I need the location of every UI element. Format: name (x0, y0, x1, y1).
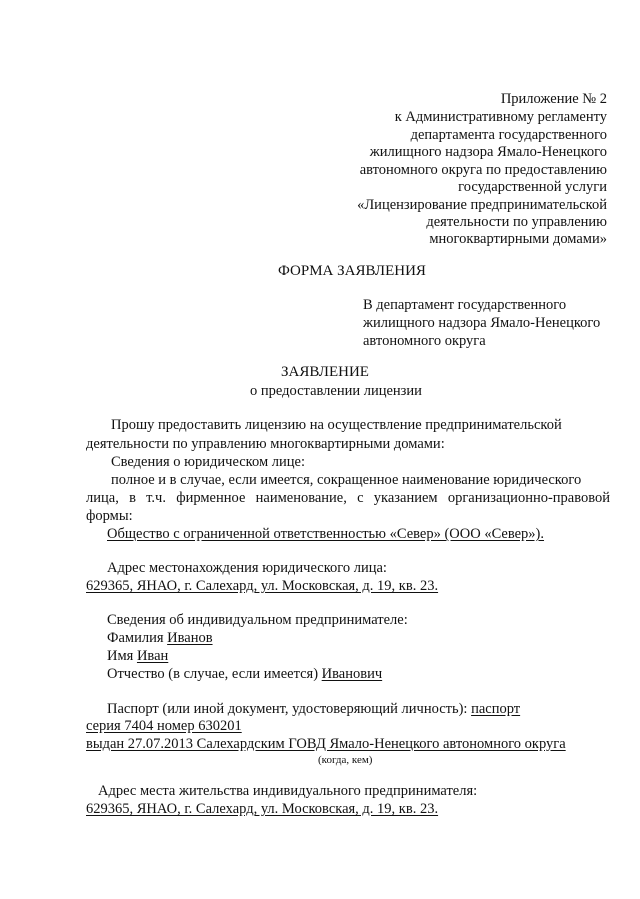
appendix-line-1: Приложение № 2 (500, 91, 607, 107)
passport-row (107, 702, 520, 717)
passport-type-value: паспорт (471, 701, 521, 717)
surname-row (107, 631, 213, 646)
request-line-1: Прошу предоставить лицензию на осуществление предпринимательской (111, 417, 562, 433)
request-line-2: деятельности по управлению многоквартирными домами: (86, 436, 445, 452)
legal-name-prompt-line-1: полное и в случае, если имеется, сокращенное наименование юридического (111, 472, 582, 488)
appendix-line-5: автономного округа по предоставлению (359, 162, 607, 178)
legal-address-value: 629365, ЯНАО, г. Салехард, ул. Московская, д. 19, кв. 23. (86, 578, 439, 594)
appendix-line-3: департамента государственного (410, 127, 607, 143)
patronymic-value: Иванович (321, 666, 383, 682)
form-title: ФОРМА ЗАЯВЛЕНИЯ (278, 263, 426, 279)
residence-label: Адрес места жительства индивидуального предпринимателя: (98, 783, 478, 799)
appendix-line-7: «Лицензирование предпринимательской (357, 197, 607, 213)
name-label: Имя (107, 648, 134, 664)
addressee-line-2: жилищного надзора Ямало-Ненецкого (363, 315, 601, 331)
appendix-line-6: государственной услуги (458, 179, 607, 195)
patronymic-row (107, 667, 382, 682)
name-value: Иван (136, 648, 169, 664)
entrepreneur-heading: Сведения об индивидуальном предпринимателе: (107, 612, 408, 628)
appendix-line-4: жилищного надзора Ямало-Ненецкого (369, 144, 607, 160)
legal-name-value: Общество с ограниченной ответственностью «Север» (ООО «Север»). (107, 526, 545, 542)
appendix-line-9: многоквартирными домами» (429, 231, 607, 247)
residence-value: 629365, ЯНАО, г. Салехард, ул. Московская, д. 19, кв. 23. (86, 801, 439, 817)
passport-number-value: серия 7404 номер 630201 (86, 718, 242, 734)
legal-address-label: Адрес местонахождения юридического лица: (107, 560, 387, 576)
surname-value: Иванов (167, 630, 213, 646)
legal-name-prompt-line-2: лица, в т.ч. фирменное наименование, с указанием организационно-правовой (86, 490, 610, 506)
legal-entity-heading: Сведения о юридическом лице: (111, 454, 305, 470)
patronymic-label: Отчество (в случае, если имеется) (107, 666, 319, 682)
passport-issued-hint: (когда, кем) (318, 754, 373, 766)
addressee-line-1: В департамент государственного (363, 297, 567, 313)
passport-label: Паспорт (или иной документ, удостоверяющий личность): (107, 701, 468, 717)
appendix-line-8: деятельности по управлению (426, 214, 607, 230)
legal-name-prompt-line-3: формы: (86, 508, 133, 524)
statement-subtitle: о предоставлении лицензии (250, 383, 422, 399)
surname-label: Фамилия (107, 630, 164, 646)
appendix-line-2: к Административному регламенту (394, 109, 607, 125)
passport-issued-value: выдан 27.07.2013 Салехардским ГОВД Ямало-Ненецкого автономного округа (86, 736, 566, 752)
name-row (107, 649, 168, 664)
addressee-line-3: автономного округа (363, 333, 486, 349)
statement-title: ЗАЯВЛЕНИЕ (281, 364, 369, 380)
